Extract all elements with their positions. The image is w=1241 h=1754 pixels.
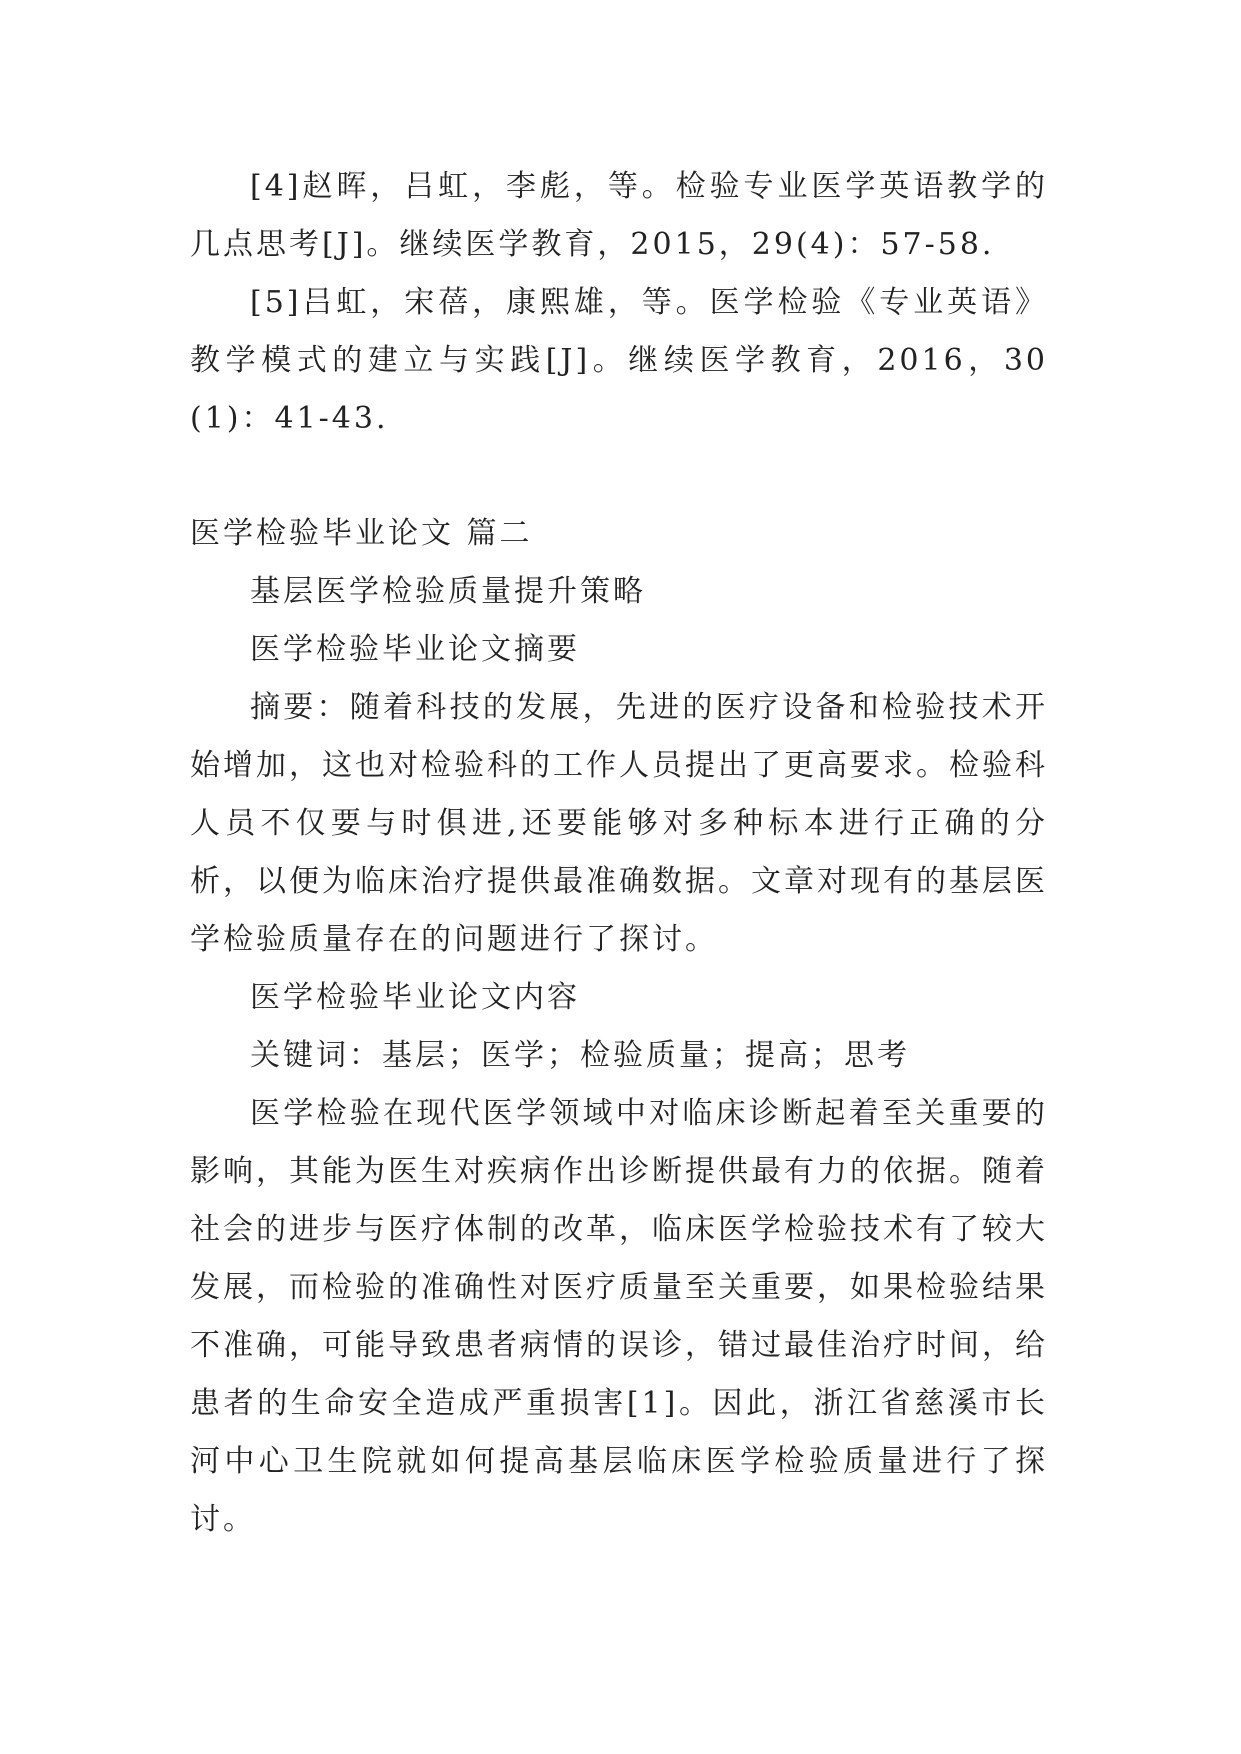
reference-list — [190, 158, 1048, 448]
keywords-line: 关键词：基层；医学；检验质量；提高；思考 — [250, 1038, 910, 1073]
reference-5: [5]吕虹，宋蓓，康熙雄，等。医学检验《专业英语》教学模式的建立与实践[J]。继续医学教育，2016，30(1)：41-43. — [190, 285, 1048, 436]
section-title: 医学检验毕业论文 篇二 — [190, 516, 533, 551]
abstract-heading: 医学检验毕业论文摘要 — [250, 632, 580, 667]
content-heading: 医学检验毕业论文内容 — [250, 980, 580, 1015]
reference-4: [4]赵晖，吕虹，李彪，等。检验专业医学英语教学的几点思考[J]。继续医学教育，2015，29(4)：57-58. — [190, 169, 1048, 262]
paper-title: 基层医学检验质量提升策略 — [250, 574, 646, 609]
article-section — [190, 505, 1048, 1549]
abstract-paragraph: 摘要：随着科技的发展，先进的医疗设备和检验技术开始增加，这也对检验科的工作人员提出了更高要求。检验科人员不仅要与时俱进,还要能够对多种标本进行正确的分析，以便为临床治疗提供最准确数据。文章对现有的基层医学检验质量存在的问题进行了探讨。 — [190, 690, 1048, 957]
body-paragraph: 医学检验在现代医学领域中对临床诊断起着至关重要的影响，其能为医生对疾病作出诊断提供最有力的依据。随着社会的进步与医疗体制的改革，临床医学检验技术有了较大发展，而检验的准确性对医疗质量至关重要，如果检验结果不准确，可能导致患者病情的误诊，错过最佳治疗时间，给患者的生命安全造成严重损害[1]。因此，浙江省慈溪市长河中心卫生院就如何提高基层临床医学检验质量进行了探讨。 — [190, 1096, 1048, 1537]
